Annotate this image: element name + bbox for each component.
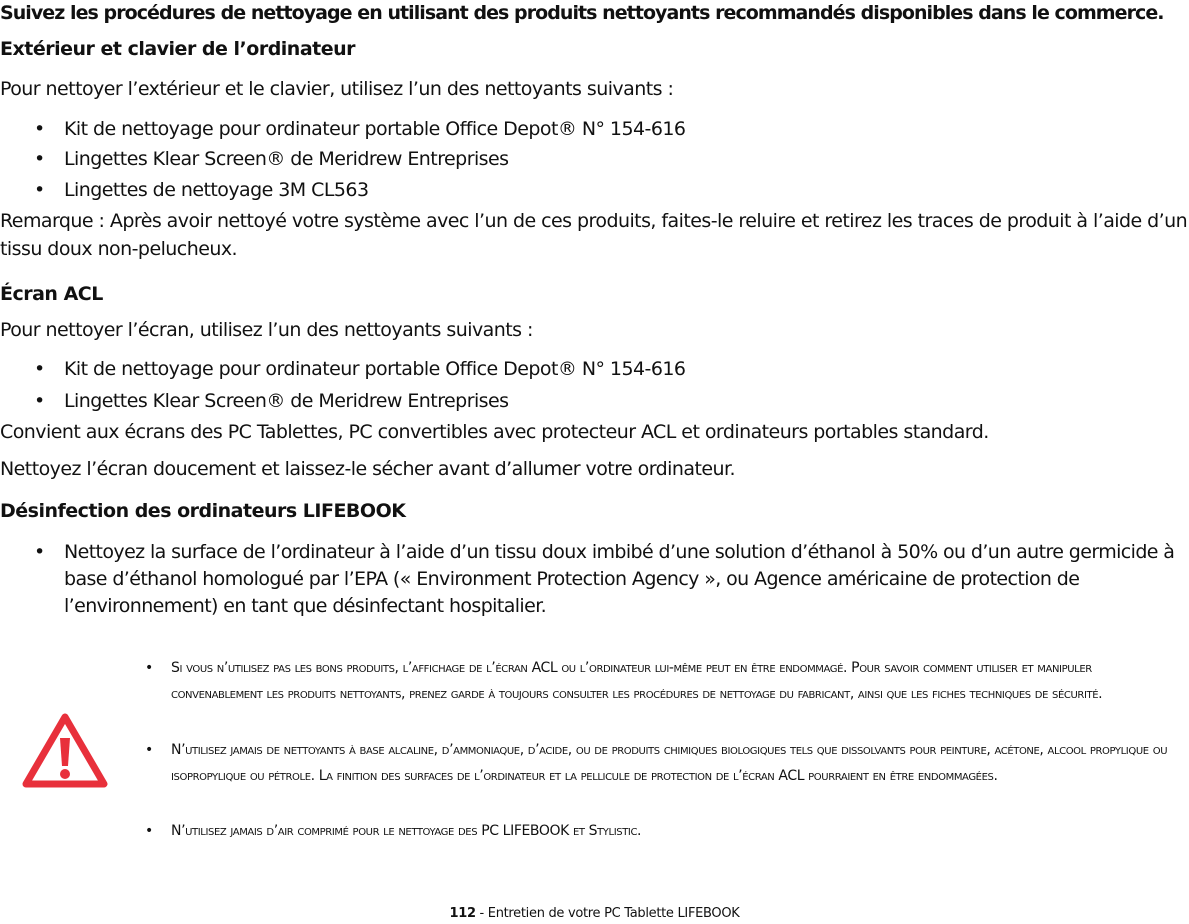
section-lead-exterior: Pour nettoyer l’extérieur et le clavier, utilisez l’un des nettoyants suivants : xyxy=(0,78,674,100)
section-heading-lcd: Écran ACL xyxy=(0,283,103,305)
bullet: • xyxy=(34,358,45,380)
list-item: • Kit de nettoyage pour ordinateur portable Office Depot® N° 154-616 xyxy=(34,358,686,380)
list-item: • Kit de nettoyage pour ordinateur portable Office Depot® N° 154-616 xyxy=(34,118,686,140)
caution-item: • N’utilisez jamais d’air comprimé pour le nettoyage des PC LIFEBOOK et Stylistic. xyxy=(145,818,1175,844)
page-footer xyxy=(0,906,1189,921)
list-item: • Lingettes Klear Screen® de Meridrew Entreprises xyxy=(34,148,509,170)
bullet: • xyxy=(145,742,153,758)
bullet: • xyxy=(145,660,153,676)
list-item: • Lingettes de nettoyage 3M CL563 xyxy=(34,179,369,201)
caution-item: • Si vous n’utilisez pas les bons produits, l’affichage de l’écran ACL ou l’ordinateur lui-même peut en être endommagé. Pour savoir comment utiliser et manipuler convenablement les produits nettoyants, prenez garde à toujours consulter les procédures de nettoyage du fabricant, ainsi que les fiches techniques de sécurité. xyxy=(145,655,1175,707)
note-lcd-dry: Nettoyez l’écran doucement et laissez-le sécher avant d’allumer votre ordinateur. xyxy=(0,458,736,480)
list-item: • Nettoyez la surface de l’ordinateur à l’aide d’un tissu doux imbibé d’une solution d’éthanol à 50% ou d’un autre germicide à base d’éthanol homologué par l’EPA (« Environment Protection Agency », ou Agence américaine de protection de l’environnement) en tant que désinfectant hospitalier. xyxy=(34,541,1175,617)
bullet: • xyxy=(34,148,45,170)
bullet: • xyxy=(34,179,45,201)
section-heading-exterior: Extérieur et clavier de l’ordinateur xyxy=(0,38,356,60)
bullet: • xyxy=(34,390,45,412)
intro-text: Suivez les procédures de nettoyage en utilisant des produits nettoyants recommandés disponibles dans le commerce. xyxy=(0,2,1164,24)
section-heading-disinfection: Désinfection des ordinateurs LIFEBOOK xyxy=(0,500,406,522)
note-lcd-compat: Convient aux écrans des PC Tablettes, PC convertibles avec protecteur ACL et ordinateurs portables standard. xyxy=(0,421,989,443)
list-item: • Lingettes Klear Screen® de Meridrew Entreprises xyxy=(34,390,509,412)
note-exterior: Remarque : Après avoir nettoyé votre système avec l’un de ces produits, faites-le reluire et retirez les traces de produit à l’aide d’un tissu doux non-pelucheux. xyxy=(0,210,1188,260)
section-lead-lcd: Pour nettoyer l’écran, utilisez l’un des nettoyants suivants : xyxy=(0,319,533,341)
warning-triangle-icon xyxy=(22,712,108,790)
page-number: 112 xyxy=(449,906,476,921)
footer-text: - Entretien de votre PC Tablette LIFEBOOK xyxy=(475,906,740,921)
caution-item: • N’utilisez jamais de nettoyants à base alcaline, d’ammoniaque, d’acide, ou de produits chimiques biologiques tels que dissolvants pour peinture, acétone, alcool propylique ou isopropylique ou pétrole. La finition des surfaces de l’ordinateur et la pellicule de protection de l’écran ACL pourraient en être endommagées. xyxy=(145,737,1175,789)
bullet: • xyxy=(145,823,153,839)
bullet: • xyxy=(34,118,45,140)
bullet: • xyxy=(34,541,45,563)
